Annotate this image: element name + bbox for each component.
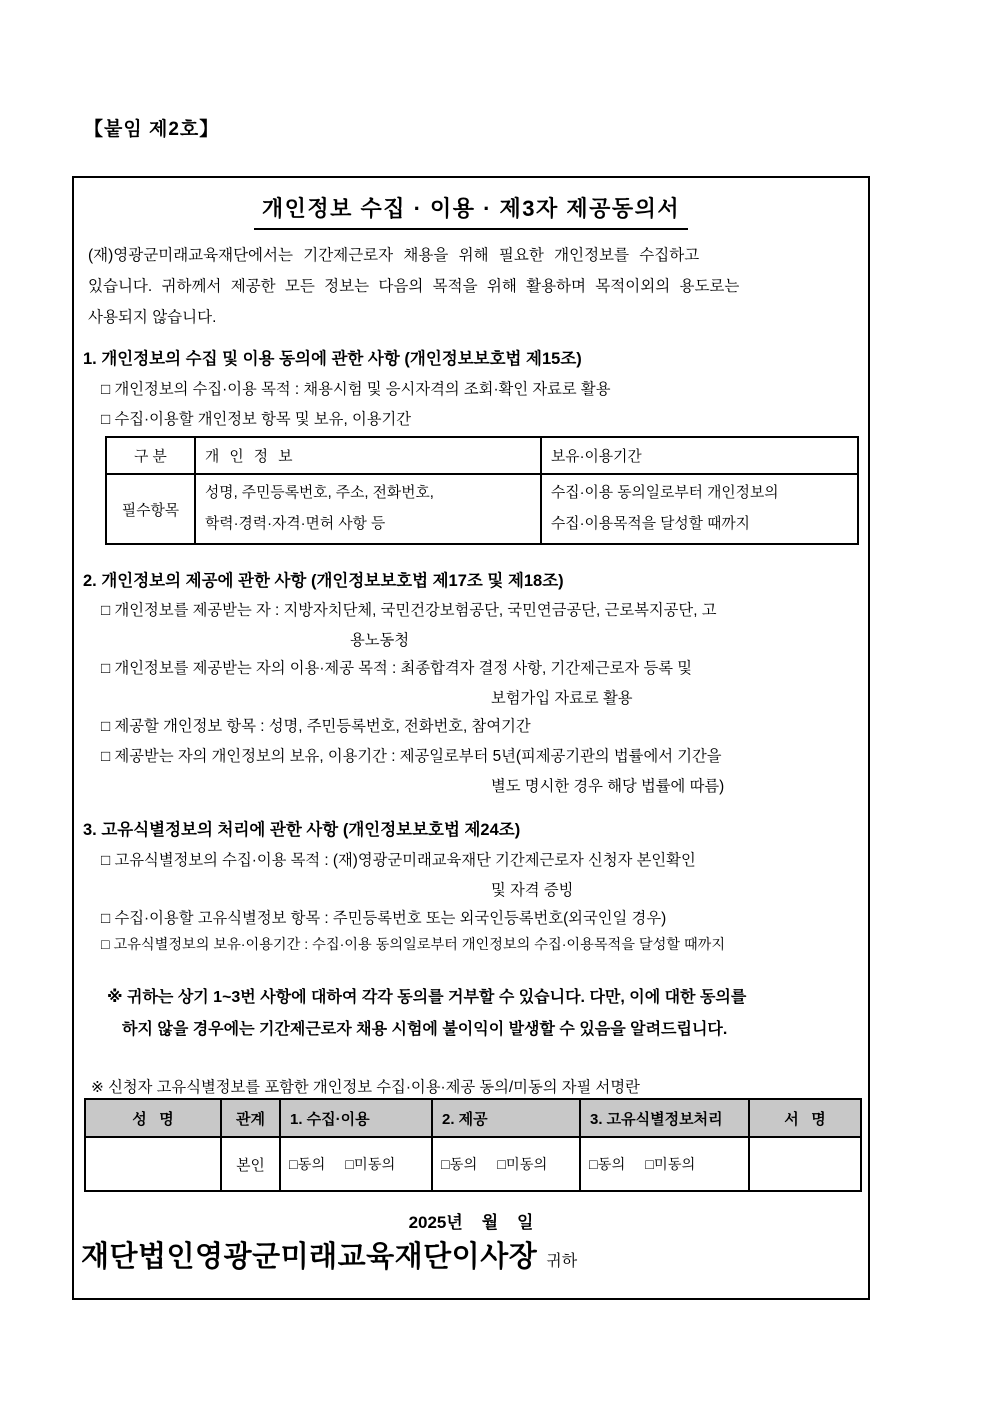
signature-table (84, 1098, 862, 1192)
section-2-heading: 2. 개인정보의 제공에 관한 사항 (개인정보보호법 제17조 및 제18조) (83, 572, 564, 590)
section-2-item: □ 제공할 개인정보 항목 : 성명, 주민등록번호, 전화번호, 참여기간 (101, 718, 531, 735)
agree-checkbox[interactable]: □동의 (589, 1157, 626, 1173)
consent-cell-collection-use (280, 1137, 432, 1191)
table-cell-line: 수집·이용목적을 달성할 때까지 (551, 516, 750, 532)
table-header-retention-period: 보유·이용기간 (541, 437, 858, 474)
section-2-item-continuation: 용노동청 (350, 632, 410, 649)
intro-paragraph (88, 240, 858, 333)
intro-line: 사용되지 않습니다. (88, 309, 217, 326)
sig-header-collection-use: 1. 수집·이용 (280, 1099, 432, 1137)
agree-checkbox[interactable]: □동의 (289, 1157, 326, 1173)
section-3-item: □ 수집·이용할 고유식별정보 항목 : 주민등록번호 또는 외국인등록번호(외국인일 경우) (101, 910, 667, 927)
section-1-item: □ 수집·이용할 개인정보 항목 및 보유, 이용기간 (101, 411, 412, 428)
sig-header-name: 성 명 (85, 1099, 221, 1137)
section-3-item: □ 고유식별정보의 보유·이용기간 : 수집·이용 동의일로부터 개인정보의 수집·이용목적을 달성할 때까지 (101, 937, 726, 953)
date-line: 2025년 월 일 (408, 1213, 534, 1232)
recipient-line (81, 1234, 577, 1275)
table-cell-retention-period (541, 474, 858, 544)
section-2-item-continuation: 보험가입 자료로 활용 (491, 690, 633, 707)
intro-line: (재)영광군미래교육재단에서는 기간제근로자 채용을 위해 필요한 개인정보를 수집하고 (88, 247, 700, 264)
organization-name: 재단법인영광군미래교육재단이사장 (81, 1241, 538, 1273)
table-header-gubun: 구 분 (106, 437, 195, 474)
table-cell-line: 수집·이용 동의일로부터 개인정보의 (551, 485, 779, 501)
sig-header-unique-id-processing: 3. 고유식별정보처리 (580, 1099, 749, 1137)
attachment-label: 【붙임 제2호】 (84, 119, 220, 140)
consent-cell-provision (432, 1137, 580, 1191)
signature-input-cell[interactable] (749, 1137, 861, 1191)
section-2-item: □ 제공받는 자의 개인정보의 보유, 이용기간 : 제공일로부터 5년(피제공기관의 법률에서 기간을 (101, 748, 722, 765)
intro-line: 있습니다. 귀하께서 제공한 모든 정보는 다음의 목적을 위해 활용하며 목적이외의 용도로는 (88, 278, 740, 295)
disagree-checkbox[interactable]: □미동의 (645, 1157, 696, 1173)
sig-header-relation: 관계 (221, 1099, 280, 1137)
table-header-personal-info: 개 인 정 보 (195, 437, 541, 474)
section-1-item: □ 개인정보의 수집·이용 목적 : 채용시험 및 응시자격의 조회·확인 자료로 활용 (101, 381, 611, 398)
honorific: 귀하 (546, 1253, 578, 1270)
consent-cell-unique-id (580, 1137, 749, 1191)
relation-cell: 본인 (221, 1137, 280, 1191)
section-1-heading: 1. 개인정보의 수집 및 이용 동의에 관한 사항 (개인정보보호법 제15조) (83, 350, 582, 368)
section-2-item-continuation: 별도 명시한 경우 해당 법률에 따름) (491, 778, 725, 795)
disagree-checkbox[interactable]: □미동의 (345, 1157, 396, 1173)
name-input-cell[interactable] (85, 1137, 221, 1191)
personal-info-table (105, 436, 859, 545)
table-cell-line: 성명, 주민등록번호, 주소, 전화번호, (205, 485, 434, 501)
table-cell-required-items: 필수항목 (106, 474, 195, 544)
refusal-notice-line: ※ 귀하는 상기 1~3번 사항에 대하여 각각 동의를 거부할 수 있습니다. 다만, 이에 대한 동의를 (107, 989, 747, 1006)
section-3-item-continuation: 및 자격 증빙 (491, 882, 574, 899)
consent-form (72, 176, 870, 1300)
section-3-item: □ 고유식별정보의 수집·이용 목적 : (재)영광군미래교육재단 기간제근로자 신청자 본인확인 (101, 852, 696, 869)
signature-note: ※ 신청자 고유식별정보를 포함한 개인정보 수집·이용·제공 동의/미동의 자필 서명란 (91, 1079, 640, 1096)
agree-checkbox[interactable]: □동의 (441, 1157, 478, 1173)
refusal-notice-line: 하지 않을 경우에는 기간제근로자 채용 시험에 불이익이 발생할 수 있음을 알려드립니다. (122, 1021, 728, 1038)
table-cell-line: 학력·경력·자격·면허 사항 등 (205, 516, 386, 532)
sig-header-provision: 2. 제공 (432, 1099, 580, 1137)
section-3-heading: 3. 고유식별정보의 처리에 관한 사항 (개인정보보호법 제24조) (83, 821, 521, 839)
disagree-checkbox[interactable]: □미동의 (497, 1157, 548, 1173)
sig-header-signature: 서 명 (749, 1099, 861, 1137)
table-cell-personal-info (195, 474, 541, 544)
section-2-item: □ 개인정보를 제공받는 자의 이용·제공 목적 : 최종합격자 결정 사항, 기간제근로자 등록 및 (101, 660, 693, 677)
section-2-item: □ 개인정보를 제공받는 자 : 지방자치단체, 국민건강보험공단, 국민연금공단, 근로복지공단, 고 (101, 602, 717, 619)
form-title: 개인정보 수집 · 이용 · 제3자 제공동의서 (254, 192, 688, 230)
